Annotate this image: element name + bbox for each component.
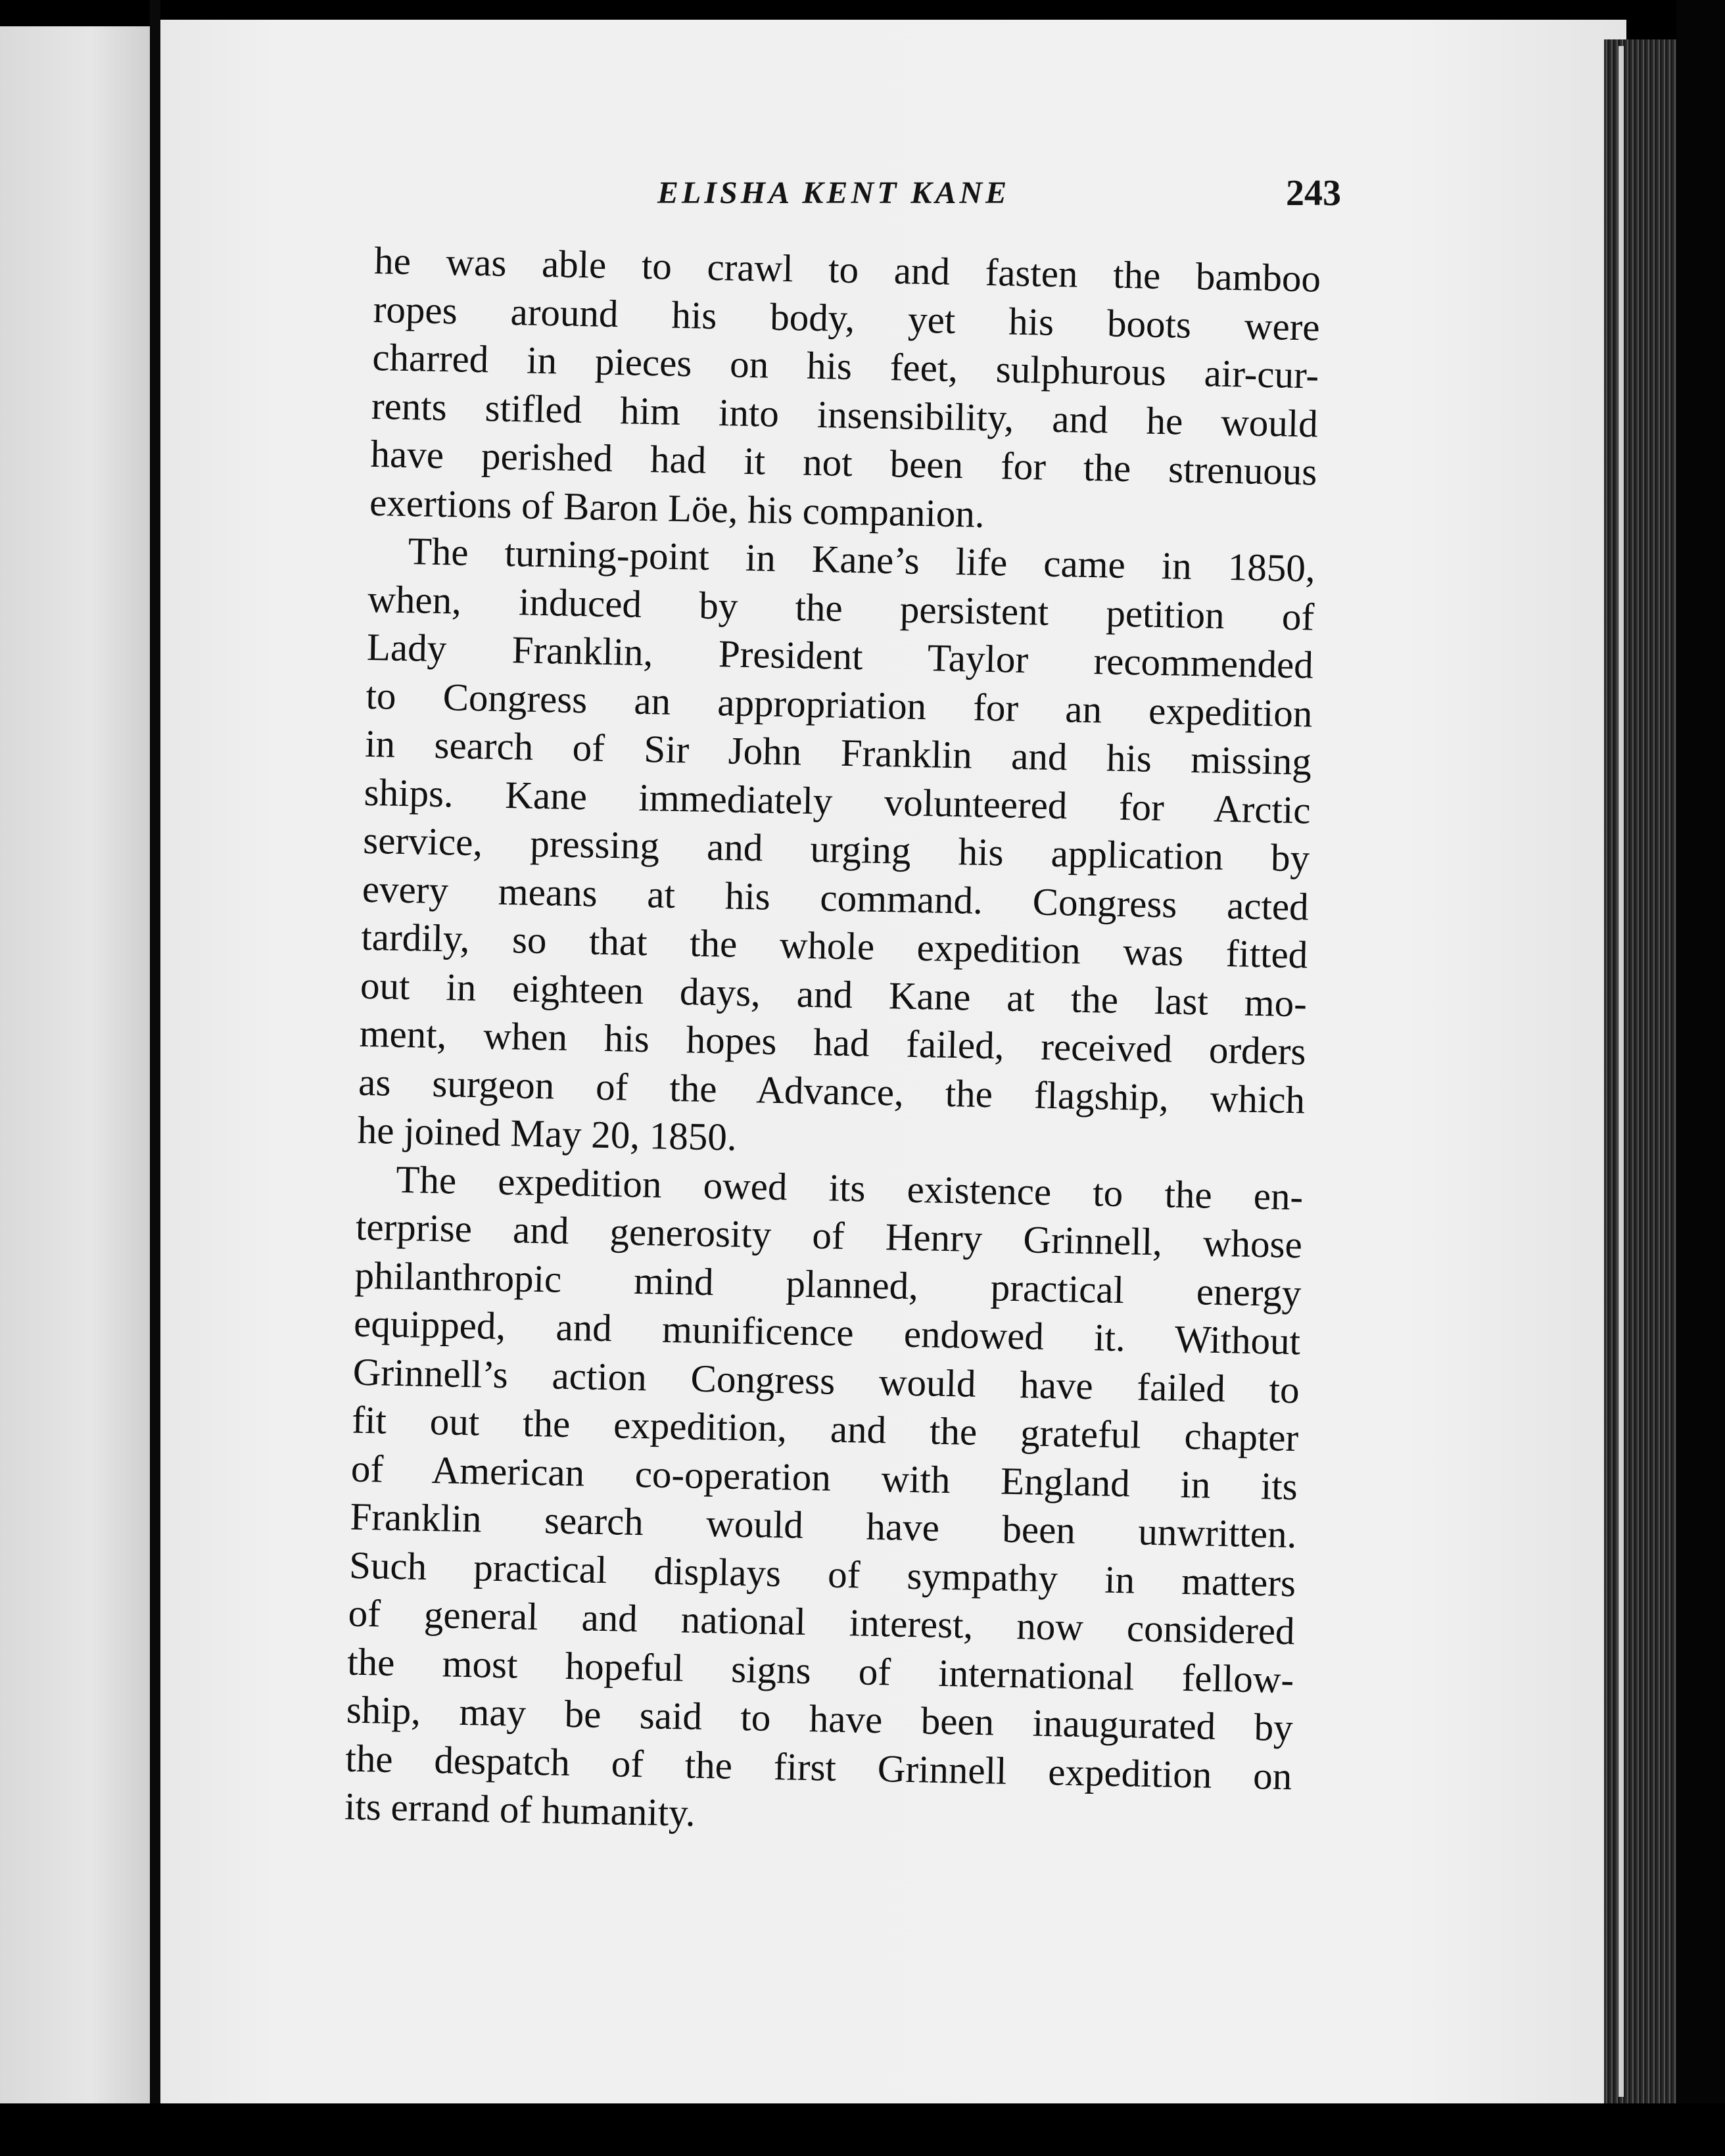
text-line: the despatch of the first Grinnell expedition on (344, 1736, 1292, 1798)
paragraph-start-line: The turning-point in Kane’s life came in 1850, (408, 529, 1316, 590)
text-line: Such practical displays of sympathy in matters (348, 1543, 1296, 1605)
book-cover-edge (1676, 0, 1725, 2156)
text-line: tardily, so that the whole expedition was fitted (360, 914, 1308, 977)
text-line: ropes around his body, yet his boots were (373, 287, 1321, 349)
text-line: ship, may be said to have been inaugurated by (346, 1687, 1294, 1750)
text-line: service, pressing and urging his application by (362, 818, 1310, 880)
text-line: its errand of humanity. (344, 1784, 696, 1835)
page-number: 243 (1286, 173, 1341, 214)
text-line: ships. Kane immediately volunteered for Arctic (364, 770, 1311, 832)
text-line: every means at his command. Congress acted (362, 866, 1310, 928)
text-line: of general and national interest, now considered (348, 1591, 1296, 1653)
text-line: he joined May 20, 1850. (357, 1108, 738, 1159)
text-line: exertions of Baron Löe, his companion. (369, 480, 985, 536)
page-edge-highlight (1619, 46, 1624, 2097)
text-line: terprise and generosity of Henry Grinnell, whose (355, 1204, 1303, 1267)
left-facing-page-edge (0, 26, 151, 2103)
text-line: charred in pieces on his feet, sulphurous air-cur- (371, 335, 1319, 397)
text-line: ment, when his hopes had failed, received orders (359, 1011, 1307, 1073)
text-line: Franklin search would have been unwritten. (349, 1494, 1297, 1557)
text-line: of American co-operation with England in its (350, 1446, 1298, 1508)
text-line: in search of Sir John Franklin and his missing (364, 721, 1312, 784)
running-title: ELISHA KENT KANE (657, 176, 1010, 210)
page-header (657, 172, 1341, 225)
text-line: philanthropic mind planned, practical energy (354, 1253, 1302, 1315)
text-line: out in eighteen days, and Kane at the last mo- (360, 963, 1308, 1025)
scan-bottom-border (0, 2103, 1725, 2156)
text-line: rents stifled him into insensibility, and he would (371, 383, 1319, 446)
book-gutter (150, 0, 160, 2156)
body-text (344, 237, 1321, 1849)
text-line: the most hopeful signs of international fellow- (346, 1639, 1294, 1701)
text-line: Lady Franklin, President Taylor recommended (366, 624, 1314, 687)
text-line: Grinnell’s action Congress would have failed to (352, 1349, 1300, 1411)
text-line: he was able to crawl to and fasten the bamboo (373, 238, 1321, 300)
text-line: have perished had it not been for the strenuous (370, 431, 1318, 494)
text-line: when, induced by the persistent petition of (367, 576, 1315, 639)
paragraph-start-line: The expedition owed its existence to the en- (395, 1157, 1304, 1218)
text-line: equipped, and munificence endowed it. Without (353, 1301, 1301, 1363)
text-line: as surgeon of the Advance, the flagship, which (358, 1060, 1306, 1121)
page-stack-edge (1604, 39, 1676, 2117)
text-line: fit out the expedition, and the grateful chapter (351, 1397, 1299, 1460)
text-line: to Congress an appropriation for an expedition (365, 673, 1313, 736)
